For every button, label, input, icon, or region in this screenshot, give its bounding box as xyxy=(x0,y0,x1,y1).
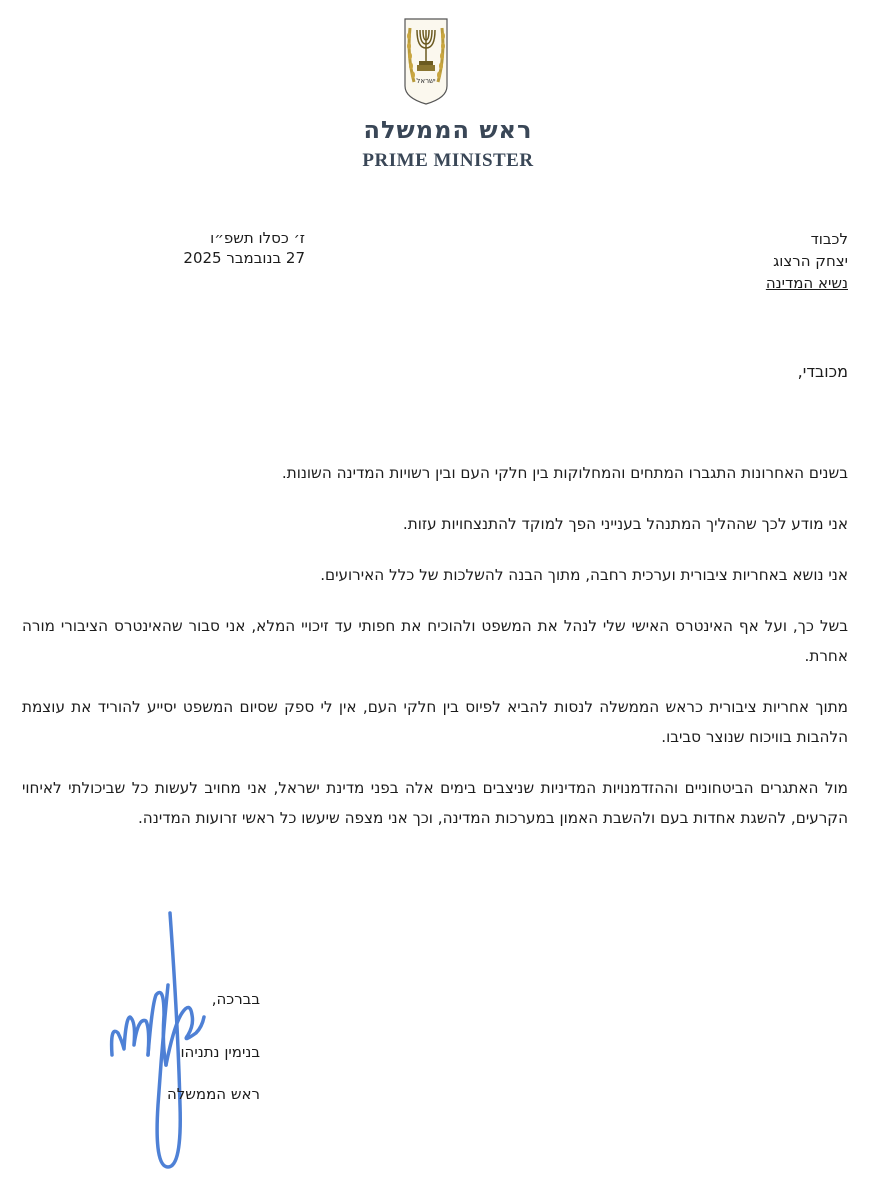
office-title-hebrew: ראש הממשלה xyxy=(363,116,533,144)
paragraph: מתוך אחריות ציבורית כראש הממשלה לנסות להביא לפיוס בין חלקי העם, אין לי ספק שסיום המשפט יסייע להוריד את עוצמת הלהבות בוויכוח שנוצר סביבו. xyxy=(22,698,848,746)
date-block xyxy=(170,228,305,268)
signatory-title: ראש הממשלה xyxy=(166,1085,260,1103)
recipient-title: נשיא המדינה xyxy=(765,274,848,292)
recipient-honorific: לכבוד xyxy=(810,230,848,248)
paragraph: בשנים האחרונות התגברו המתחים והמחלוקות בין חלקי העם ובין רשויות המדינה השונות. xyxy=(281,464,848,482)
gregorian-date: 27 בנובמבר 2025 xyxy=(183,249,305,267)
hebrew-date: ז׳ כסלו תשפ״ו xyxy=(210,229,305,247)
office-title-english: PRIME MINISTER xyxy=(362,150,534,171)
state-emblem-icon xyxy=(402,16,450,106)
paragraph: בשל כך, ועל אף האינטרס האישי שלי לנהל את המשפט ולהוכיח את חפותי עד זיכויי המלא, אני סבור שהאינטרס הציבורי מורה אחרת. xyxy=(22,617,848,665)
svg-text:ישראל: ישראל xyxy=(416,77,436,85)
paragraph: אני נושא באחריות ציבורית וערכית רחבה, מתוך הבנה להשלכות של כלל האירועים. xyxy=(320,566,848,584)
salutation: מכובדי, xyxy=(797,362,848,381)
closing-regards: בברכה, xyxy=(211,990,260,1008)
paragraph: אני מודע לכך שההליך המתנהל בענייני הפך למוקד להתנצחויות עזות. xyxy=(402,515,848,533)
recipient-block xyxy=(766,228,848,294)
recipient-name: יצחק הרצוג xyxy=(773,252,848,270)
letter-body xyxy=(22,458,848,854)
signatory-name: בנימין נתניהו xyxy=(180,1043,260,1061)
paragraph: מול האתגרים הביטחוניים וההזדמנויות המדיניות שניצבים בימים אלה בפני מדינת ישראל, אני מחויב לעשות כל שביכולתי לאיחוי הקרעים, להשגת אחדות בעם ולהשבת האמון במערכות המדינה, וכך אני מצפה שיעשו כל ראשי זרועות המדינה. xyxy=(22,779,848,827)
